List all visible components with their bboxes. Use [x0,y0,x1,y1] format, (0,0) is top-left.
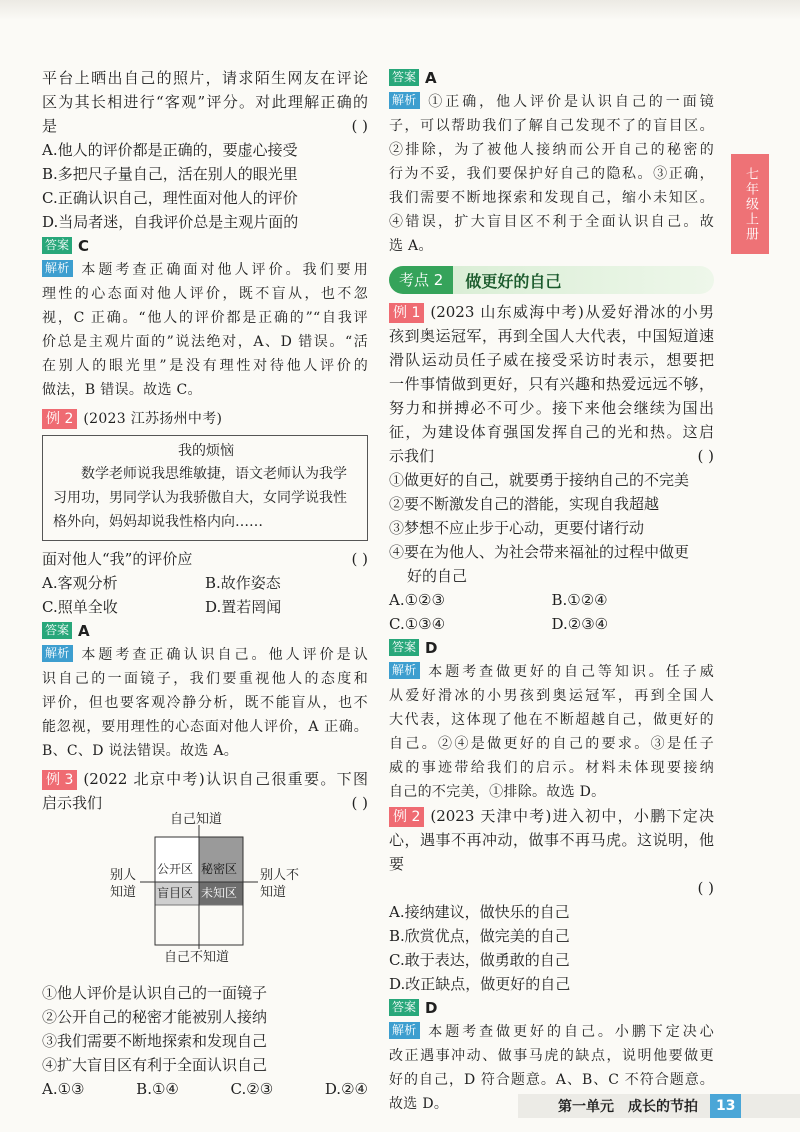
label-self-know: 自己知道 [170,812,223,827]
ex2-options-row [42,595,368,619]
ex2-options-row [42,571,368,595]
ex2-question-row [42,547,368,571]
r-ex1-item: ②要不断激发自己的潜能，实现自我超越 [389,495,660,513]
r-ex2-analysis-text: 本题考查做更好的自己。小鹏下定决心 [425,1024,714,1040]
r-ex1-options-row [389,588,714,612]
ex2-analysis-line: 能忽视，要用理性的心态面对他人评价，A 正确。 [42,719,368,735]
option: A.①③ [42,1080,85,1098]
page-top-shadow [0,0,800,20]
r-ex1-analysis-text: 本题考查做更好的自己等知识。任子威 [425,664,714,680]
option: A.①②③ [389,591,445,609]
label-blind-area: 盲目区 [157,886,194,900]
r-ex2-option: C.敢于表达，做勇敢的自己 [389,951,570,969]
answer-tag: 答案 [389,639,419,656]
footer-unit: 第一单元 [558,1099,614,1115]
answer-tag: 答案 [42,237,72,254]
option: C.照单全收 [42,598,118,616]
ex2-answer-row [42,619,368,643]
q1-line: 平台上晒出自己的照片，请求陌生网友在评论 [42,69,368,87]
r-ex1-line: 孩到奥运冠军，再到全国人大代表，中国短道速 [389,327,714,345]
r-ex1-analysis-line: 大代表，这体现了他在不断超越自己，做更好的 [389,712,714,728]
option: A.客观分析 [42,574,118,592]
r-ex1-analysis-line: 自己的不完美，①排除。故选 D。 [389,784,606,800]
ex3-analysis-text: ①正确，他人评价是认识自己的一面镜 [425,94,714,110]
r-ex1-analysis-line: 自己。②④是做更好的自己的要求。③是任子 [389,736,714,752]
r-ex1-paren: ( ) [697,447,714,465]
material-box [42,435,368,541]
example-tag: 例 2 [42,409,77,429]
q1-option: A.他人的评价都是正确的，要虚心接受 [42,141,298,159]
ex2-analysis-line: 评价，但也要客观冷静分析，既不能盲从，也不 [42,695,368,711]
r-ex2-analysis-line: 故选 D。 [389,1096,449,1112]
q1-analysis-line [42,258,368,282]
ex2-analysis-line: B、C、D 说法错误。故选 A。 [42,743,239,759]
grade-side-tab: 七年级上册 [731,154,769,254]
q1-option: C.正确认识自己，理性面对他人的评价 [42,189,298,207]
ex2-question: 面对他人“我”的评价应 [42,550,193,568]
ex3-analysis-line: 子，可以帮助我们了解自己发现不了的盲目区。 [389,118,714,134]
label-others-unknow-1: 别人不 [260,868,300,883]
ex3-answer: A [425,69,437,87]
ex3-item: ②公开自己的秘密才能被别人接纳 [42,1008,268,1026]
r-ex1-line: 征，为建设体育强国发挥自己的光和热。这启 [389,423,714,441]
r-ex2-line: 心，遇事不再冲动，做事不再马虎。这说明，他要 [389,831,714,873]
ex2-answer: A [78,622,90,640]
r-ex2-analysis-line: 好的自己，D 符合题意。A、B、C 不符合题意。 [389,1072,714,1088]
ex3-header [42,767,368,791]
q1-last: 是 [42,117,58,135]
r-ex2-answer-row [389,996,714,1020]
ex3-item: ③我们需要不断地探索和发现自己 [42,1032,268,1050]
example-tag: 例 1 [389,303,424,323]
ex3-analysis-line: ②排除，为了被他人接纳而公开自己的秘密的 [389,142,714,158]
r-ex1-text: (2023 山东威海中考)从爱好滑冰的小男 [430,303,714,321]
option: C.②③ [230,1080,274,1098]
r-ex1-analysis-line: 从爱好滑冰的小男孩到奥运冠军，再到全国人 [389,688,714,704]
q1-analysis-line: 在别人的眼光里”是没有理性对待他人评价的 [42,358,368,374]
r-ex1-answer-row [389,636,714,660]
analysis-tag: 解析 [389,92,420,109]
answer-tag: 答案 [42,622,72,639]
option: C.①③④ [389,615,446,633]
q1-last-line [42,114,368,138]
ex3-analysis-line: ④错误，扩大盲目区不利于全面认识自己。故 [389,214,714,230]
label-others-unknow-2: 知道 [260,885,287,900]
q1-analysis-line: 视，C 正确。“他人的评价都是正确的”“自我评 [42,310,368,326]
r-ex2-option: D.改正缺点，做更好的自己 [389,975,571,993]
r-ex1-line: 一件事情做到更好，只有兴趣和热爱远远不够， [389,375,714,393]
analysis-tag: 解析 [389,662,420,679]
r-ex1-options-row [389,612,714,636]
r-ex2-paren: ( ) [697,879,714,897]
option: B.故作姿态 [205,574,281,592]
r-ex1-line: 努力和拼搏必不可少。接下来他会继续为国出 [389,399,714,417]
option: B.①④ [136,1080,179,1098]
ex3-paren: ( ) [351,794,368,812]
ex2-paren: ( ) [351,550,368,568]
label-self-unknow: 自己不知道 [164,950,230,965]
q1-paren: ( ) [351,117,368,135]
ex2-source: (2023 江苏扬州中考) [83,411,223,427]
section-label: 考点 2 [389,266,453,294]
q1-analysis-line: 理性的心态面对他人评价，既不盲从，也不忽 [42,286,368,302]
ex3-question: (2022 北京中考)认识自己很重要。下图 [83,770,368,788]
page-footer [518,1094,800,1118]
analysis-tag: 解析 [389,1022,420,1039]
ex3-item: ①他人评价是认识自己的一面镜子 [42,984,268,1002]
ex3-analysis-line: 选 A。 [389,238,433,254]
r-ex1-answer: D [425,639,438,657]
analysis-tag: 解析 [42,260,73,277]
r-ex1-item: ④要在为他人、为社会带来福祉的过程中做更 [389,543,690,561]
ex2-analysis-line: 识自己的一面镜子，我们要重视他人的态度和 [42,671,368,687]
r-ex1-last: 示我们 [389,447,435,465]
ex3-analysis-line [389,90,714,114]
footer-title: 成长的节拍 [628,1099,698,1115]
r-ex1-line [389,300,714,324]
label-others-know-2: 知道 [110,885,137,900]
r-ex1-analysis-line [389,660,714,684]
label-unknown-area: 未知区 [201,886,238,900]
answer-tag: 答案 [389,999,419,1016]
r-ex1-line: 滑队运动员任子威在接受采访时表示，想要把 [389,351,714,369]
ex3-item: ④扩大盲目区有利于全面认识自己 [42,1056,268,1074]
r-ex2-analysis-line: 改正遇事冲动、做事马虎的缺点，说明他要做更 [389,1048,714,1064]
ex3-analysis-line: 行为不妥，我们要保护好自己的隐私。③正确， [389,166,714,182]
right-column [389,66,714,1116]
r-ex1-item: ③梦想不应止步于心动，更要付诸行动 [389,519,645,537]
section-header [389,266,714,294]
option: D.置若罔闻 [205,598,282,616]
section-title: 做更好的自己 [465,271,562,291]
ex3-question-cont: 启示我们 [42,794,103,812]
q1-analysis-line: 做法，B 错误。故选 C。 [42,382,202,398]
ex2-header [42,406,368,431]
example-tag: 例 3 [42,770,77,790]
r-ex2-line [389,804,714,828]
r-ex2-option: B.欣赏优点，做完美的自己 [389,927,570,945]
q1-option: B.多把尺子量自己，活在别人的眼光里 [42,165,298,183]
johari-window-diagram [42,812,368,977]
label-others-know-1: 别人 [110,868,137,883]
ex3-analysis-line: 我们需要不断地探索和发现自己，缩小未知区。 [389,190,714,206]
r-ex2-text: (2023 天津中考)进入初中，小鹏下定决 [430,807,714,825]
r-ex1-analysis-line: 威的事迹带给我们的启示。材料未体现要接纳 [389,760,714,776]
r-ex2-option: A.接纳建议，做快乐的自己 [389,903,570,921]
ex3-options-row [42,1077,368,1101]
r-ex2-analysis-line [389,1020,714,1044]
q1-option: D.当局者迷，自我评价总是主观片面的 [42,213,299,231]
option: B.①②④ [551,591,608,609]
q1-analysis-line: 价总是主观片面的”说法绝对，A、D 错误。“活 [42,334,368,350]
q1-answer: C [78,237,90,255]
ex2-analysis-line [42,643,368,667]
example-tag: 例 2 [389,807,424,827]
analysis-tag: 解析 [42,645,73,662]
q1-answer-row [42,234,368,258]
r-ex1-item-cont: 好的自己 [407,567,468,585]
ex3-answer-row [389,66,714,90]
material-title: 我的烦恼 [178,443,234,459]
q1-line: 区为其长相进行“客观”评分。对此理解正确的 [42,93,368,111]
q1-analysis-text: 本题考查正确面对他人评价。我们要用 [78,262,368,278]
left-column [42,66,368,1101]
option: D.②④ [324,1080,368,1098]
r-ex2-answer: D [425,999,438,1017]
ex2-analysis-text: 本题考查正确认识自己。他人评价是认 [78,647,368,663]
answer-tag: 答案 [389,69,419,86]
label-secret-area: 秘密区 [201,862,238,876]
r-ex1-item: ①做更好的自己，就要勇于接纳自己的不完美 [389,471,690,489]
material-body: 数学老师说我思维敏捷，语文老师认为我学习用功，男同学认为我骄傲自大，女同学说我性格外向，妈妈却说我性格内向…… [53,466,347,530]
r-ex1-last-row [389,444,714,468]
label-open-area: 公开区 [157,862,194,876]
page-number: 13 [710,1094,741,1118]
option: D.②③④ [551,615,609,633]
